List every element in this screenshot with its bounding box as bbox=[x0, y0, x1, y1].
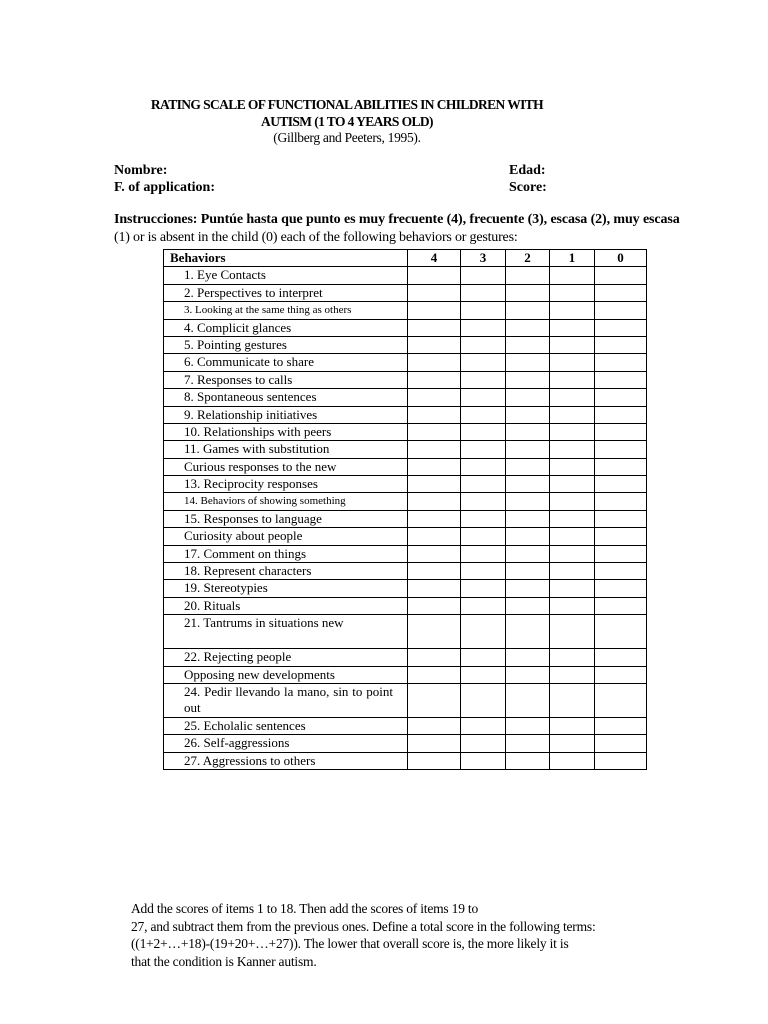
document-title-line2: AUTISM (1 TO 4 YEARS OLD) bbox=[261, 114, 433, 129]
rating-cell-2[interactable] bbox=[506, 510, 550, 527]
table-row bbox=[164, 597, 647, 614]
rating-cell-3[interactable] bbox=[461, 717, 506, 734]
table-row bbox=[164, 458, 647, 475]
rating-cell-0[interactable] bbox=[595, 597, 647, 614]
table-row bbox=[164, 371, 647, 388]
table-row bbox=[164, 406, 647, 423]
document-title-line1: RATING SCALE OF FUNCTIONAL ABILITIES IN CHILDREN WITH bbox=[150, 97, 544, 112]
rating-cell-0[interactable] bbox=[595, 302, 647, 319]
rating-cell-0[interactable] bbox=[595, 752, 647, 769]
column-header-1: 1 bbox=[550, 250, 595, 267]
behavior-label: 24. Pedir llevando la mano, sin to point out bbox=[164, 683, 408, 717]
rating-cell-4[interactable] bbox=[408, 441, 461, 458]
rating-cell-4[interactable] bbox=[408, 580, 461, 597]
rating-cell-2[interactable] bbox=[506, 580, 550, 597]
column-header-4: 4 bbox=[408, 250, 461, 267]
instructions-line2: (1) or is absent in the child (0) each of the following behaviors or gestures: bbox=[114, 230, 518, 245]
rating-cell-3[interactable] bbox=[461, 302, 506, 319]
rating-cell-0[interactable] bbox=[595, 267, 647, 284]
rating-cell-2[interactable] bbox=[506, 441, 550, 458]
rating-cell-2[interactable] bbox=[506, 597, 550, 614]
rating-cell-3[interactable] bbox=[461, 458, 506, 475]
behavior-label: 21. Tantrums in situations new bbox=[164, 615, 408, 649]
rating-cell-1[interactable] bbox=[550, 545, 595, 562]
rating-cell-4[interactable] bbox=[408, 717, 461, 734]
behavior-label: 8. Spontaneous sentences bbox=[164, 389, 408, 406]
rating-cell-1[interactable] bbox=[550, 302, 595, 319]
rating-cell-4[interactable] bbox=[408, 493, 461, 510]
rating-cell-4[interactable] bbox=[408, 284, 461, 301]
rating-cell-1[interactable] bbox=[550, 389, 595, 406]
rating-cell-0[interactable] bbox=[595, 493, 647, 510]
behavior-label: 17. Comment on things bbox=[164, 545, 408, 562]
table-row bbox=[164, 752, 647, 769]
rating-cell-3[interactable] bbox=[461, 510, 506, 527]
rating-cell-4[interactable] bbox=[408, 371, 461, 388]
rating-cell-0[interactable] bbox=[595, 615, 647, 649]
rating-cell-3[interactable] bbox=[461, 267, 506, 284]
table-row bbox=[164, 563, 647, 580]
rating-cell-2[interactable] bbox=[506, 649, 550, 666]
rating-cell-2[interactable] bbox=[506, 493, 550, 510]
behavior-label: 5. Pointing gestures bbox=[164, 336, 408, 353]
rating-cell-3[interactable] bbox=[461, 528, 506, 545]
rating-cell-2[interactable] bbox=[506, 735, 550, 752]
rating-cell-1[interactable] bbox=[550, 336, 595, 353]
rating-cell-1[interactable] bbox=[550, 735, 595, 752]
rating-cell-3[interactable] bbox=[461, 476, 506, 493]
table-row bbox=[164, 493, 647, 510]
behavior-label: Opposing new developments bbox=[164, 666, 408, 683]
edad-label: Edad: bbox=[509, 163, 546, 178]
rating-cell-2[interactable] bbox=[506, 336, 550, 353]
rating-cell-0[interactable] bbox=[595, 458, 647, 475]
rating-cell-1[interactable] bbox=[550, 717, 595, 734]
behavior-label: 11. Games with substitution bbox=[164, 441, 408, 458]
table-row bbox=[164, 615, 647, 649]
table-row bbox=[164, 528, 647, 545]
table-row bbox=[164, 319, 647, 336]
rating-cell-2[interactable] bbox=[506, 406, 550, 423]
table-row bbox=[164, 284, 647, 301]
rating-cell-0[interactable] bbox=[595, 580, 647, 597]
rating-cell-2[interactable] bbox=[506, 389, 550, 406]
behavior-label: 10. Relationships with peers bbox=[164, 423, 408, 440]
rating-cell-1[interactable] bbox=[550, 458, 595, 475]
rating-cell-3[interactable] bbox=[461, 649, 506, 666]
nombre-label: Nombre: bbox=[114, 163, 168, 178]
rating-cell-3[interactable] bbox=[461, 597, 506, 614]
column-header-0: 0 bbox=[595, 250, 647, 267]
behavior-label: 3. Looking at the same thing as others bbox=[164, 302, 408, 319]
table-row bbox=[164, 336, 647, 353]
table-row bbox=[164, 717, 647, 734]
rating-cell-3[interactable] bbox=[461, 389, 506, 406]
behavior-label: Curiosity about people bbox=[164, 528, 408, 545]
table-header-row bbox=[164, 250, 647, 267]
citation: (Gillberg and Peeters, 1995). bbox=[273, 130, 421, 145]
rating-cell-3[interactable] bbox=[461, 354, 506, 371]
instructions-line1: Instrucciones: Puntúe hasta que punto es muy frecuente (4), frecuente (3), escasa (2), muy escasa bbox=[114, 212, 680, 227]
rating-cell-4[interactable] bbox=[408, 752, 461, 769]
rating-cell-2[interactable] bbox=[506, 319, 550, 336]
rating-cell-0[interactable] bbox=[595, 510, 647, 527]
rating-cell-3[interactable] bbox=[461, 441, 506, 458]
behavior-label: 18. Represent characters bbox=[164, 563, 408, 580]
rating-cell-2[interactable] bbox=[506, 683, 550, 717]
rating-cell-1[interactable] bbox=[550, 510, 595, 527]
rating-cell-4[interactable] bbox=[408, 510, 461, 527]
column-header-2: 2 bbox=[506, 250, 550, 267]
rating-cell-2[interactable] bbox=[506, 528, 550, 545]
rating-cell-2[interactable] bbox=[506, 267, 550, 284]
rating-cell-3[interactable] bbox=[461, 319, 506, 336]
rating-cell-1[interactable] bbox=[550, 284, 595, 301]
rating-cell-0[interactable] bbox=[595, 666, 647, 683]
table-row bbox=[164, 354, 647, 371]
table-row bbox=[164, 545, 647, 562]
rating-cell-3[interactable] bbox=[461, 615, 506, 649]
rating-cell-0[interactable] bbox=[595, 717, 647, 734]
rating-cell-3[interactable] bbox=[461, 735, 506, 752]
rating-cell-4[interactable] bbox=[408, 683, 461, 717]
behavior-label: 7. Responses to calls bbox=[164, 371, 408, 388]
table-row bbox=[164, 735, 647, 752]
rating-cell-1[interactable] bbox=[550, 528, 595, 545]
score-label: Score: bbox=[509, 180, 547, 195]
rating-cell-2[interactable] bbox=[506, 476, 550, 493]
rating-cell-3[interactable] bbox=[461, 336, 506, 353]
rating-cell-3[interactable] bbox=[461, 406, 506, 423]
table-row bbox=[164, 267, 647, 284]
rating-cell-1[interactable] bbox=[550, 267, 595, 284]
rating-cell-2[interactable] bbox=[506, 545, 550, 562]
rating-cell-3[interactable] bbox=[461, 580, 506, 597]
rating-cell-4[interactable] bbox=[408, 336, 461, 353]
rating-cell-1[interactable] bbox=[550, 476, 595, 493]
table-row bbox=[164, 476, 647, 493]
rating-cell-3[interactable] bbox=[461, 683, 506, 717]
rating-cell-4[interactable] bbox=[408, 666, 461, 683]
rating-cell-1[interactable] bbox=[550, 441, 595, 458]
rating-cell-0[interactable] bbox=[595, 476, 647, 493]
rating-cell-1[interactable] bbox=[550, 563, 595, 580]
rating-cell-4[interactable] bbox=[408, 649, 461, 666]
behavior-label: 2. Perspectives to interpret bbox=[164, 284, 408, 301]
rating-cell-2[interactable] bbox=[506, 371, 550, 388]
behavior-label: 4. Complicit glances bbox=[164, 319, 408, 336]
behavior-label: 15. Responses to language bbox=[164, 510, 408, 527]
rating-cell-0[interactable] bbox=[595, 441, 647, 458]
rating-cell-4[interactable] bbox=[408, 735, 461, 752]
rating-cell-2[interactable] bbox=[506, 563, 550, 580]
column-header-behaviors: Behaviors bbox=[164, 250, 408, 267]
rating-cell-3[interactable] bbox=[461, 752, 506, 769]
behavior-label: 27. Aggressions to others bbox=[164, 752, 408, 769]
scoring-instructions bbox=[131, 900, 651, 970]
behavior-label: 13. Reciprocity responses bbox=[164, 476, 408, 493]
rating-cell-2[interactable] bbox=[506, 752, 550, 769]
rating-cell-1[interactable] bbox=[550, 371, 595, 388]
rating-cell-1[interactable] bbox=[550, 666, 595, 683]
rating-cell-4[interactable] bbox=[408, 615, 461, 649]
rating-cell-4[interactable] bbox=[408, 406, 461, 423]
column-header-3: 3 bbox=[461, 250, 506, 267]
rating-cell-4[interactable] bbox=[408, 319, 461, 336]
rating-cell-2[interactable] bbox=[506, 423, 550, 440]
rating-cell-1[interactable] bbox=[550, 493, 595, 510]
rating-cell-1[interactable] bbox=[550, 615, 595, 649]
rating-cell-0[interactable] bbox=[595, 336, 647, 353]
rating-cell-0[interactable] bbox=[595, 319, 647, 336]
rating-cell-0[interactable] bbox=[595, 528, 647, 545]
rating-cell-3[interactable] bbox=[461, 563, 506, 580]
behavior-label: 25. Echolalic sentences bbox=[164, 717, 408, 734]
table-row bbox=[164, 423, 647, 440]
rating-cell-4[interactable] bbox=[408, 597, 461, 614]
rating-cell-1[interactable] bbox=[550, 406, 595, 423]
rating-cell-2[interactable] bbox=[506, 458, 550, 475]
behavior-label: 6. Communicate to share bbox=[164, 354, 408, 371]
rating-cell-1[interactable] bbox=[550, 649, 595, 666]
rating-cell-3[interactable] bbox=[461, 284, 506, 301]
scoring-line2: 27, and subtract them from the previous ones. Define a total score in the following terms: bbox=[131, 918, 596, 934]
rating-cell-2[interactable] bbox=[506, 302, 550, 319]
rating-cell-2[interactable] bbox=[506, 284, 550, 301]
rating-cell-1[interactable] bbox=[550, 752, 595, 769]
rating-cell-2[interactable] bbox=[506, 354, 550, 371]
table-row bbox=[164, 649, 647, 666]
rating-cell-2[interactable] bbox=[506, 615, 550, 649]
rating-cell-2[interactable] bbox=[506, 666, 550, 683]
rating-cell-0[interactable] bbox=[595, 683, 647, 717]
rating-cell-0[interactable] bbox=[595, 406, 647, 423]
rating-cell-0[interactable] bbox=[595, 735, 647, 752]
rating-cell-1[interactable] bbox=[550, 319, 595, 336]
scoring-line3: ((1+2+…+18)-(19+20+…+27)). The lower that overall score is, the more likely it is bbox=[131, 936, 569, 951]
behaviors-rating-table bbox=[163, 249, 647, 770]
rating-cell-4[interactable] bbox=[408, 302, 461, 319]
rating-cell-1[interactable] bbox=[550, 354, 595, 371]
rating-cell-0[interactable] bbox=[595, 563, 647, 580]
rating-cell-3[interactable] bbox=[461, 666, 506, 683]
behavior-label: Curious responses to the new bbox=[164, 458, 408, 475]
behavior-label: 22. Rejecting people bbox=[164, 649, 408, 666]
table-row bbox=[164, 441, 647, 458]
rating-cell-0[interactable] bbox=[595, 371, 647, 388]
behavior-label: 9. Relationship initiatives bbox=[164, 406, 408, 423]
table-row bbox=[164, 302, 647, 319]
rating-cell-4[interactable] bbox=[408, 528, 461, 545]
behavior-label: 14. Behaviors of showing something bbox=[164, 493, 408, 510]
behavior-label: 1. Eye Contacts bbox=[164, 267, 408, 284]
behavior-label: 20. Rituals bbox=[164, 597, 408, 614]
table-row bbox=[164, 510, 647, 527]
rating-cell-0[interactable] bbox=[595, 354, 647, 371]
behavior-label: 26. Self-aggressions bbox=[164, 735, 408, 752]
rating-cell-3[interactable] bbox=[461, 545, 506, 562]
rating-cell-0[interactable] bbox=[595, 649, 647, 666]
table-row bbox=[164, 389, 647, 406]
application-date-label: F. of application: bbox=[114, 180, 215, 195]
rating-cell-0[interactable] bbox=[595, 423, 647, 440]
rating-cell-0[interactable] bbox=[595, 389, 647, 406]
rating-cell-0[interactable] bbox=[595, 545, 647, 562]
rating-cell-1[interactable] bbox=[550, 423, 595, 440]
rating-cell-1[interactable] bbox=[550, 597, 595, 614]
behavior-label: 19. Stereotypies bbox=[164, 580, 408, 597]
rating-cell-4[interactable] bbox=[408, 476, 461, 493]
table-row bbox=[164, 580, 647, 597]
rating-cell-2[interactable] bbox=[506, 717, 550, 734]
rating-cell-1[interactable] bbox=[550, 683, 595, 717]
table-row bbox=[164, 666, 647, 683]
rating-cell-4[interactable] bbox=[408, 423, 461, 440]
rating-cell-4[interactable] bbox=[408, 267, 461, 284]
rating-cell-3[interactable] bbox=[461, 371, 506, 388]
rating-cell-1[interactable] bbox=[550, 580, 595, 597]
rating-cell-4[interactable] bbox=[408, 563, 461, 580]
rating-cell-4[interactable] bbox=[408, 458, 461, 475]
rating-cell-3[interactable] bbox=[461, 423, 506, 440]
scoring-line1: Add the scores of items 1 to 18. Then add the scores of items 19 to bbox=[131, 901, 479, 916]
table-row bbox=[164, 683, 647, 717]
rating-cell-4[interactable] bbox=[408, 389, 461, 406]
scoring-line4: that the condition is Kanner autism. bbox=[131, 953, 317, 969]
rating-cell-0[interactable] bbox=[595, 284, 647, 301]
rating-cell-3[interactable] bbox=[461, 493, 506, 510]
rating-cell-4[interactable] bbox=[408, 354, 461, 371]
rating-cell-4[interactable] bbox=[408, 545, 461, 562]
